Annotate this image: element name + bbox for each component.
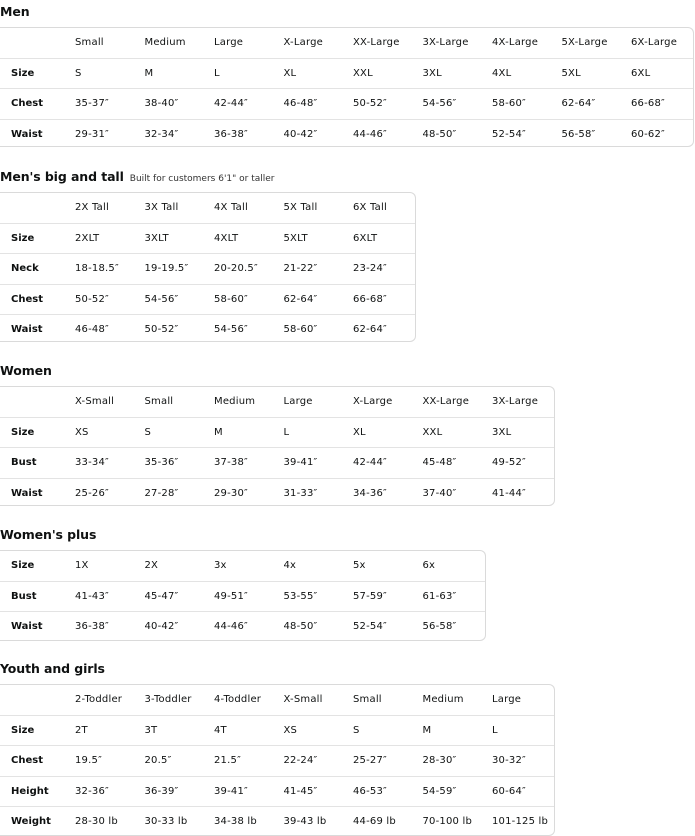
row-label: Waist	[11, 324, 43, 336]
table-cell: 39-43 lb	[283, 816, 327, 828]
section-note: Built for customers 6'1" or taller	[129, 174, 275, 184]
column-header: Medium	[144, 37, 186, 49]
table-row	[0, 88, 693, 119]
table-header-row	[0, 685, 554, 715]
table-row	[0, 776, 554, 807]
table-cell: 4T	[214, 724, 227, 736]
table-cell: M	[144, 67, 154, 79]
table-cell: 3XL	[422, 67, 442, 79]
table-cell: L	[492, 724, 498, 736]
table-cell: XL	[353, 426, 366, 438]
table-cell: 66-68″	[631, 98, 665, 110]
table-cell: 20.5″	[144, 755, 172, 767]
table-cell: 54-59″	[422, 785, 457, 797]
table-cell: 21.5″	[214, 755, 242, 767]
table-cell: 36-39″	[144, 785, 179, 797]
row-label: Waist	[11, 621, 43, 633]
table-cell: 2T	[75, 724, 88, 736]
table-cell: 56-58″	[422, 621, 457, 633]
table-cell: 41-44″	[492, 487, 526, 499]
table-cell: 58-60″	[283, 324, 318, 336]
table-cell: 54-56″	[422, 98, 457, 110]
table-cell: 58-60″	[492, 98, 526, 110]
table-cell: 25-26″	[75, 487, 109, 499]
row-label: Bust	[11, 457, 37, 469]
column-header: Large	[492, 694, 522, 706]
table-cell: 20-20.5″	[214, 263, 258, 275]
table-cell: 50-52″	[144, 324, 179, 336]
table-cell: 31-33″	[283, 487, 318, 499]
table-cell: 28-30″	[422, 755, 457, 767]
row-label: Size	[11, 426, 35, 438]
column-header: Large	[283, 396, 313, 408]
column-header: 5X-Large	[561, 37, 608, 49]
table-cell: 30-33 lb	[144, 816, 188, 828]
table-cell: 2XLT	[75, 232, 100, 244]
size-table-youth	[0, 684, 555, 836]
table-row	[0, 223, 415, 254]
column-header: X-Large	[353, 396, 393, 408]
column-header: Small	[75, 37, 104, 49]
table-cell: 41-43″	[75, 590, 109, 602]
size-table-big-tall	[0, 192, 416, 342]
row-label: Height	[11, 785, 49, 797]
table-cell: S	[144, 426, 152, 438]
table-cell: S	[75, 67, 82, 79]
table-cell: 58-60″	[214, 293, 248, 305]
table-cell: 36-38″	[75, 621, 109, 633]
table-cell: 54-56″	[144, 293, 179, 305]
column-header: Large	[214, 37, 244, 49]
table-cell: XXL	[353, 67, 373, 79]
column-header: Medium	[214, 396, 256, 408]
table-cell: 54-56″	[214, 324, 248, 336]
table-cell: 46-48″	[283, 98, 318, 110]
table-cell: 3x	[214, 560, 227, 572]
table-cell: 62-64″	[283, 293, 318, 305]
table-cell: 57-59″	[353, 590, 387, 602]
table-cell: L	[214, 67, 220, 79]
table-row	[0, 806, 554, 836]
column-header: Small	[353, 694, 382, 706]
table-cell: XS	[283, 724, 298, 736]
table-cell: 27-28″	[144, 487, 179, 499]
table-cell: 6XL	[631, 67, 651, 79]
table-cell: 44-46″	[214, 621, 248, 633]
table-cell: 6XLT	[353, 232, 378, 244]
row-label: Chest	[11, 293, 43, 305]
table-cell: 38-40″	[144, 98, 179, 110]
row-label: Size	[11, 724, 35, 736]
table-cell: 30-32″	[492, 755, 526, 767]
table-cell: 29-31″	[75, 128, 109, 140]
table-cell: 3T	[144, 724, 158, 736]
table-cell: 6x	[422, 560, 436, 572]
row-label: Neck	[11, 263, 39, 275]
table-cell: 48-50″	[422, 128, 457, 140]
section-title-women	[0, 363, 52, 378]
table-header-row	[0, 28, 693, 58]
table-cell: 49-51″	[214, 590, 248, 602]
table-cell: 39-41″	[283, 457, 318, 469]
column-header: XX-Large	[422, 396, 470, 408]
column-header: X-Small	[75, 396, 115, 408]
size-table-women	[0, 386, 555, 506]
table-cell: 46-48″	[75, 324, 109, 336]
column-header: 3X-Large	[492, 396, 539, 408]
table-cell: 60-62″	[631, 128, 665, 140]
column-header: 4X-Large	[492, 37, 539, 49]
column-header: 3-Toddler	[144, 694, 192, 706]
table-row	[0, 447, 554, 478]
column-header: X-Small	[283, 694, 323, 706]
row-label: Size	[11, 67, 35, 79]
table-cell: 34-38 lb	[214, 816, 257, 828]
column-header: 4-Toddler	[214, 694, 262, 706]
table-cell: 4XLT	[214, 232, 239, 244]
section-title-text: Youth and girls	[0, 661, 105, 676]
table-cell: 29-30″	[214, 487, 248, 499]
row-label: Weight	[11, 816, 51, 828]
table-cell: 5XL	[561, 67, 581, 79]
row-label: Waist	[11, 487, 43, 499]
table-cell: 36-38″	[214, 128, 248, 140]
table-cell: 53-55″	[283, 590, 318, 602]
column-header: X-Large	[283, 37, 323, 49]
table-cell: 32-36″	[75, 785, 109, 797]
table-cell: 22-24″	[283, 755, 318, 767]
table-cell: 25-27″	[353, 755, 387, 767]
section-title-text: Men's big and tall	[0, 169, 124, 184]
section-title-text: Women's plus	[0, 527, 97, 542]
row-label: Waist	[11, 128, 43, 140]
table-cell: 50-52″	[75, 293, 109, 305]
table-cell: 2X	[144, 560, 159, 572]
table-cell: 42-44″	[353, 457, 387, 469]
section-title-big-tall	[0, 169, 275, 184]
table-row	[0, 611, 485, 641]
size-table-men	[0, 27, 694, 147]
table-cell: 45-48″	[422, 457, 457, 469]
column-header: 6X Tall	[353, 202, 387, 214]
table-cell: 35-37″	[75, 98, 109, 110]
column-header: 2-Toddler	[75, 694, 123, 706]
table-cell: 44-46″	[353, 128, 387, 140]
table-cell: 39-41″	[214, 785, 248, 797]
section-title-text: Men	[0, 4, 30, 19]
column-header: Small	[144, 396, 174, 408]
table-cell: M	[422, 724, 432, 736]
table-cell: 49-52″	[492, 457, 526, 469]
table-cell: 44-69 lb	[353, 816, 396, 828]
table-cell: 28-30 lb	[75, 816, 118, 828]
table-cell: XXL	[422, 426, 443, 438]
column-header: XX-Large	[353, 37, 400, 49]
column-header: 6X-Large	[631, 37, 678, 49]
table-row	[0, 581, 485, 612]
table-cell: 3XL	[492, 426, 512, 438]
table-cell: 40-42″	[144, 621, 179, 633]
table-cell: 50-52″	[353, 98, 387, 110]
table-header-row	[0, 387, 554, 417]
table-row	[0, 417, 554, 448]
table-cell: 52-54″	[492, 128, 526, 140]
column-header: Medium	[422, 694, 464, 706]
table-cell: 62-64″	[353, 324, 387, 336]
table-cell: 66-68″	[353, 293, 387, 305]
table-cell: 34-36″	[353, 487, 387, 499]
table-cell: 3XLT	[144, 232, 169, 244]
row-label: Chest	[11, 755, 43, 767]
table-cell: 19.5″	[75, 755, 103, 767]
table-cell: 101-125 lb	[492, 816, 549, 828]
table-cell: 56-58″	[561, 128, 596, 140]
section-title-youth	[0, 661, 105, 676]
table-row	[0, 58, 693, 89]
row-label: Bust	[11, 590, 37, 602]
table-cell: 32-34″	[144, 128, 179, 140]
row-label: Size	[11, 560, 35, 572]
table-row	[0, 715, 554, 746]
table-cell: 18-18.5″	[75, 263, 119, 275]
table-cell: XL	[283, 67, 297, 79]
column-header: 5X Tall	[283, 202, 318, 214]
table-cell: 21-22″	[283, 263, 318, 275]
size-table-womens-plus	[0, 550, 486, 641]
table-cell: S	[353, 724, 360, 736]
column-header: 3X Tall	[144, 202, 179, 214]
table-cell: 40-42″	[283, 128, 318, 140]
row-label: Chest	[11, 98, 43, 110]
table-cell: 46-53″	[353, 785, 387, 797]
table-row	[0, 284, 415, 315]
table-cell: 5x	[353, 560, 366, 572]
table-cell: 52-54″	[353, 621, 387, 633]
column-header: 3X-Large	[422, 37, 469, 49]
table-cell: 1X	[75, 560, 89, 572]
table-cell: 48-50″	[283, 621, 318, 633]
table-header-row	[0, 193, 415, 223]
table-cell: 4x	[283, 560, 297, 572]
table-row	[0, 314, 415, 342]
table-cell: 37-38″	[214, 457, 248, 469]
table-row	[0, 119, 693, 148]
table-row	[0, 253, 415, 284]
table-cell: 61-63″	[422, 590, 457, 602]
table-cell: 42-44″	[214, 98, 248, 110]
table-cell: 4XL	[492, 67, 512, 79]
table-cell: 23-24″	[353, 263, 387, 275]
table-cell: 41-45″	[283, 785, 318, 797]
section-title-men	[0, 4, 30, 19]
table-cell: 70-100 lb	[422, 816, 473, 828]
table-cell: 60-64″	[492, 785, 526, 797]
table-cell: 45-47″	[144, 590, 179, 602]
column-header: 2X Tall	[75, 202, 109, 214]
table-row	[0, 745, 554, 776]
section-title-womens-plus	[0, 527, 96, 542]
table-cell: 33-34″	[75, 457, 109, 469]
table-cell: 19-19.5″	[144, 263, 189, 275]
table-row	[0, 551, 485, 581]
section-title-text: Women	[0, 363, 52, 378]
table-cell: XS	[75, 426, 89, 438]
table-row	[0, 478, 554, 507]
row-label: Size	[11, 232, 35, 244]
table-cell: 5XLT	[283, 232, 308, 244]
table-cell: 37-40″	[422, 487, 457, 499]
table-cell: 62-64″	[561, 98, 596, 110]
table-cell: M	[214, 426, 223, 438]
table-cell: L	[283, 426, 290, 438]
table-cell: 35-36″	[144, 457, 179, 469]
column-header: 4X Tall	[214, 202, 248, 214]
